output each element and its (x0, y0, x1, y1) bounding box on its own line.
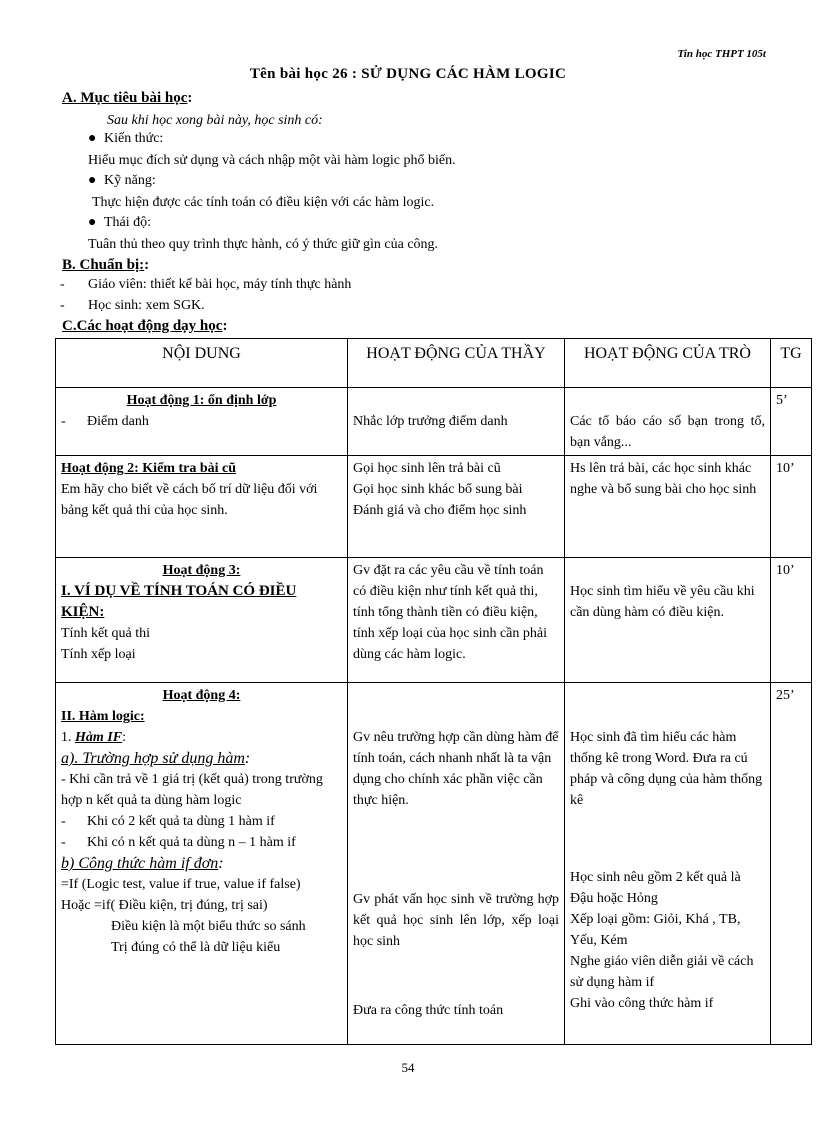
list-item: - Điểm danh (61, 414, 149, 429)
header-student: HOẠT ĐỘNG CỦA TRÒ (565, 339, 771, 388)
activity4-student-2: Học sinh nêu gồm 2 kết quả là Đậu hoặc Hỏng (570, 870, 741, 906)
activity3-teacher: Gv đặt ra các yêu cầu về tính toán có điều kiện như tính kết quả thi, tính tổng thành tiền có điều kiện, tính xếp loại của học sinh cần phải dùng các hàm logic. (353, 563, 547, 662)
activity1-title: Hoạt động 1: ổn định lớp (126, 393, 277, 408)
activity3-title: Hoạt động 3: (162, 563, 241, 578)
bullet-knowledge: ● Kiến thức: (88, 131, 164, 146)
list-item: - Khi có n kết quả ta dùng n – 1 hàm if (61, 835, 296, 850)
formula-heading: b) Công thức hàm if đơn: (61, 855, 224, 872)
page-title: Tên bài học 26 : SỬ DỤNG CÁC HÀM LOGIC (249, 66, 567, 82)
header-note: Tin học THPT 105t (677, 48, 766, 60)
activity2-student: Hs lên trả bài, các học sinh khác nghe và bổ sung bài cho học sinh (570, 461, 757, 497)
activity2-text: Em hãy cho biết về cách bố trí dữ liệu đối với bảng kết quả thi của học sinh. (61, 482, 318, 518)
activity3-subtitle: I. VÍ DỤ VỀ TÍNH TOÁN CÓ ĐIỀU KIỆN: (61, 583, 297, 620)
activity3-item-1: Tính kết quả thi (61, 626, 151, 641)
activity4-time: 25’ (776, 688, 795, 703)
section-a-intro: Sau khi học xong bài này, học sinh có: (107, 113, 323, 128)
header-content: NỘI DUNG (56, 339, 348, 388)
activities-table (55, 338, 812, 1045)
prep-teacher: - Giáo viên: thiết kế bài học, máy tính thực hành (60, 277, 352, 292)
activity3-time: 10’ (776, 563, 795, 578)
activity4-title: Hoạt động 4: (162, 688, 241, 703)
header-teacher: HOẠT ĐỘNG CỦA THẦY (348, 339, 565, 388)
formula-alt: Hoặc =if( Điều kiện, trị đúng, trị sai) (61, 898, 268, 913)
activity2-teacher-3: Đánh giá và cho điểm học sinh (353, 503, 527, 518)
ham-if-heading: 1. Hàm IF: (61, 730, 126, 745)
activity4-teacher-2: Gv phát vấn học sinh về trường hợp kết quả học sinh lên lớp, xếp loại học sinh (353, 892, 559, 949)
activity4-student-1: Học sinh đã tìm hiểu các hàm thống kê trong Word. Đưa ra cú pháp và công dụng của hàm thống kê (570, 730, 763, 808)
table-header-row (56, 339, 812, 388)
activity2-title: Hoạt động 2: Kiểm tra bài cũ (61, 461, 236, 476)
skill-text: Thực hiện được các tính toán có điều kiện với các hàm logic. (92, 195, 435, 210)
page-number: 54 (401, 1060, 415, 1075)
activity4-teacher-3: Đưa ra công thức tính toán (353, 1003, 504, 1018)
activity1-teacher: Nhắc lớp trưởng điểm danh (353, 414, 508, 429)
table-row (56, 456, 812, 558)
activity4-student-4: Nghe giáo viên diễn giải về cách sử dụng hàm if (570, 954, 754, 990)
list-item: - Khi có 2 kết quả ta dùng 1 hàm if (61, 814, 275, 829)
activity2-time: 10’ (776, 461, 795, 476)
activity4-teacher-1: Gv nêu trường hợp cần dùng hàm để tính toán, cách nhanh nhất là ta vận dụng cho chính xác phần việc cần thực hiện. (353, 730, 559, 808)
case-heading: a). Trường hợp sử dụng hàm: (61, 750, 251, 767)
activity2-teacher-1: Gọi học sinh lên trả bài cũ (353, 461, 501, 476)
prep-student: - Học sinh: xem SGK. (60, 298, 205, 313)
table-row (56, 388, 812, 456)
activity2-teacher-2: Gọi học sinh khác bổ sung bài (353, 482, 523, 497)
formula-condition: Điều kiện là một biểu thức so sánh (111, 919, 306, 934)
section-b-heading: B. Chuẩn bị:: (62, 257, 150, 273)
table-row (56, 683, 812, 1045)
activity1-student: Các tổ báo cáo số bạn trong tổ, bạn vắng... (570, 414, 765, 450)
section-c-heading: C.Các hoạt động dạy học: (62, 318, 228, 334)
activity3-item-2: Tính xếp loại (61, 647, 136, 662)
section-a-heading: A. Mục tiêu bài học: (62, 90, 193, 106)
table-row (56, 558, 812, 683)
formula-true-value: Trị đúng có thể là dữ liệu kiểu (111, 940, 281, 955)
bullet-attitude: ● Thái độ: (88, 215, 152, 230)
activity4-student-3: Xếp loại gồm: Giỏi, Khá , TB, Yếu, Kém (570, 912, 741, 948)
activity4-sub: II. Hàm logic: (61, 709, 145, 724)
attitude-text: Tuân thủ theo quy trình thực hành, có ý thức giữ gìn của công. (88, 237, 439, 252)
case-text: - Khi cần trả về 1 giá trị (kết quả) trong trường hợp n kết quả ta dùng hàm logic (61, 772, 323, 808)
knowledge-text: Hiểu mục đích sử dụng và cách nhập một vài hàm logic phổ biến. (88, 153, 456, 168)
bullet-skill: ● Kỹ năng: (88, 173, 156, 188)
formula-syntax: =If (Logic test, value if true, value if false) (61, 877, 301, 892)
activity3-student: Học sinh tìm hiểu về yêu cầu khi cần dùng hàm có điều kiện. (570, 584, 755, 620)
header-time: TG (771, 339, 812, 388)
activity1-time: 5’ (776, 393, 788, 408)
activity4-student-5: Ghi vào công thức hàm if (570, 996, 714, 1011)
